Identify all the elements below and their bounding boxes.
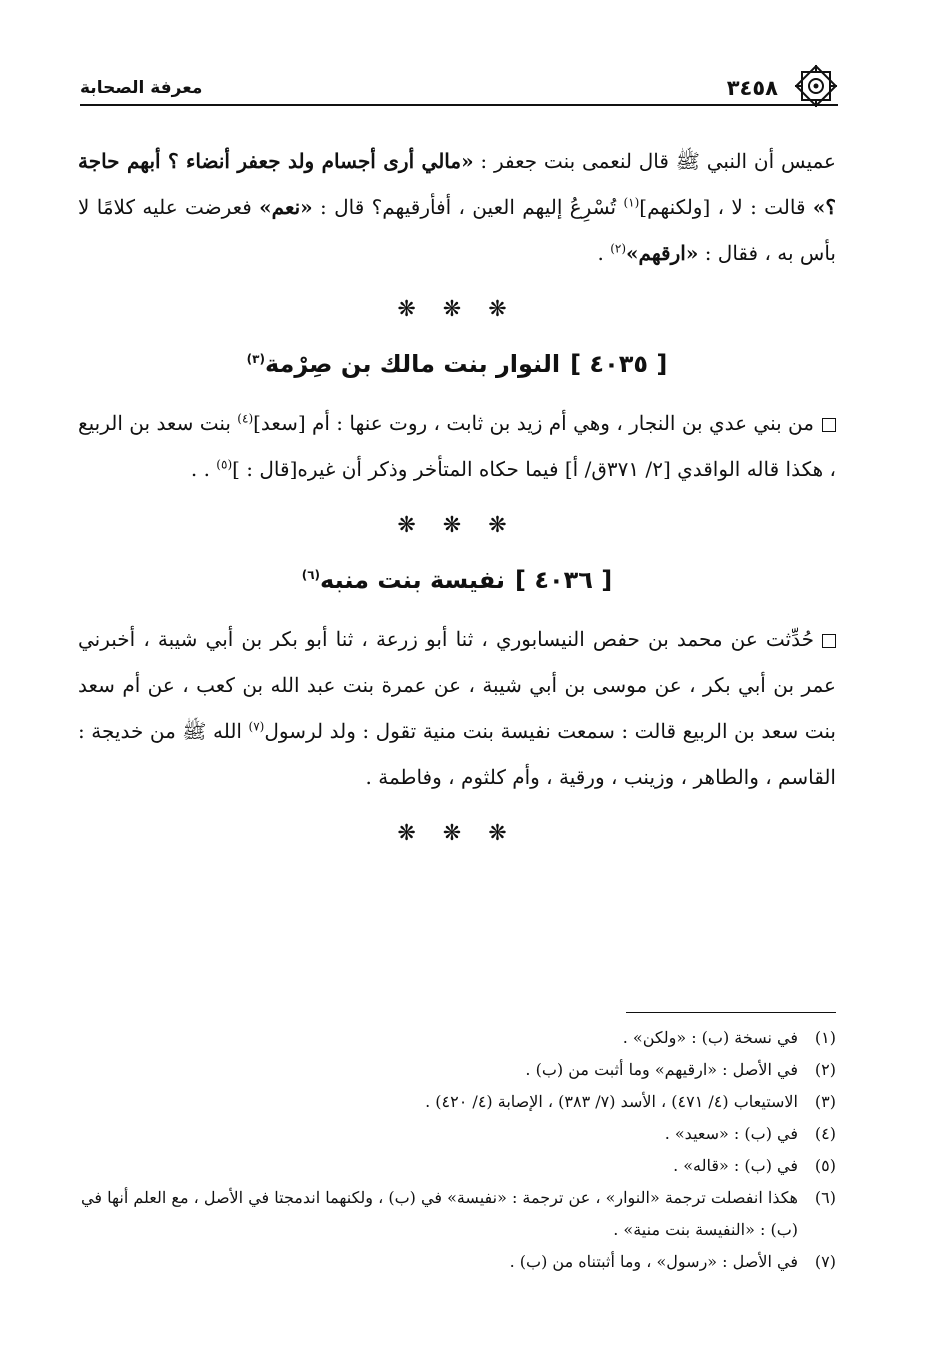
- footnote-number: (٢): [814, 1060, 836, 1079]
- text-segment: .: [597, 241, 611, 265]
- footnote-text: في الأصل : «ارقيهم» وما أثبت من (ب) .: [525, 1060, 798, 1079]
- text-segment: قالت : لا ، [ولكنهم]: [639, 195, 813, 219]
- footnote-number: (٣): [814, 1092, 836, 1111]
- footnote-text: في الأصل : «رسول» ، وما أثبتناه من (ب) .: [509, 1252, 798, 1271]
- text-segment: حُدِّثت عن محمد بن حفص النيسابوري ، ثنا أبو زرعة ، ثنا أبو بكر بن أبي شيبة ، أخبرني عمر بن أبي بكر ، عن موسى بن أبي شيبة ، عن عمرة بنت عبد الله بن كعب ، عن أم سعد بنت سعد بن الربيع قالت : سمعت نفيسة بنت منية تقول : ولد لرسول: [78, 627, 836, 743]
- entry-title: النوار بنت مالك بن صِرْمة: [264, 350, 561, 378]
- footnote-divider: [626, 1012, 836, 1013]
- text-segment: فعرضت عليه كلامًا لا بأس به ، فقال :: [78, 195, 836, 265]
- footnote-number: (٦): [814, 1188, 836, 1207]
- text-segment: بنت سعد بن الربيع ، هكذا قاله الواقدي [٢/ ٣٧١ق/ أ] فيما حكاه المتأخر وذكر أن غيره[قال : ]: [78, 411, 836, 481]
- footnotes: [70, 1022, 836, 1278]
- entry-title: نفيسة بنت منبه: [320, 566, 506, 594]
- entry-heading-4035: [78, 342, 836, 386]
- footnote-number: (١): [814, 1028, 836, 1047]
- page-header: [80, 64, 838, 106]
- entry-number: [ ٤٠٣٥ ]: [570, 350, 668, 378]
- prophetic-quote: «مالي أرى أجسام ولد جعفر أنضاء ؟ أبهم حاجة ؟»: [78, 149, 836, 219]
- footnote-ref[interactable]: (٢): [610, 241, 627, 256]
- footnote-number: (٤): [814, 1124, 836, 1143]
- footnote-ref[interactable]: (٤): [237, 411, 254, 426]
- book-title: معرفة الصحابة: [80, 78, 203, 98]
- page-content: [78, 138, 836, 866]
- entry-4035-paragraph: [78, 400, 836, 492]
- footnote-item: [70, 1246, 836, 1278]
- text-segment: من بني عدي بن النجار ، وهي أم زيد بن ثابت ، روت عنها : أم [سعد]: [253, 411, 814, 435]
- footnote-item: [70, 1054, 836, 1086]
- section-separator: ❋ ❋ ❋: [397, 821, 517, 846]
- paragraph-marker-icon: [822, 418, 836, 432]
- entry-heading-4036: [78, 558, 836, 602]
- prophetic-quote: «ارقهم»: [626, 241, 699, 265]
- footnote-item: [70, 1118, 836, 1150]
- footnote-ref[interactable]: (١): [623, 195, 640, 210]
- page-number: ٣٤٥٨: [726, 76, 778, 100]
- footnote-text: هكذا انفصلت ترجمة «النوار» ، عن ترجمة : «نفيسة» في (ب) ، ولكنهما اندمجتا في الأصل ، مع العلم أنها في (ب) : «النفيسة بنت منية» .: [81, 1188, 798, 1239]
- footnote-text: في نسخة (ب) : «ولكن» .: [622, 1028, 798, 1047]
- footnote-item: [70, 1182, 836, 1246]
- intro-paragraph: [78, 138, 836, 276]
- text-segment: الله ﷺ من خديجة : القاسم ، والطاهر ، وزينب ، ورقية ، وأم كلثوم ، وفاطمة .: [78, 719, 836, 789]
- footnote-number: (٥): [814, 1156, 836, 1175]
- footnote-item: [70, 1086, 836, 1118]
- footnote-item: [70, 1022, 836, 1054]
- text-segment: . .: [190, 457, 217, 481]
- entry-number: [ ٤٠٣٦ ]: [515, 566, 613, 594]
- text-segment: تُسْرِعُ إليهم العين ، أفأرقيهم؟ قال :: [312, 195, 624, 219]
- footnote-text: في (ب) : «سعيد» .: [664, 1124, 798, 1143]
- entry-4036-paragraph: [78, 616, 836, 800]
- section-separator: ❋ ❋ ❋: [397, 297, 517, 322]
- section-separator: ❋ ❋ ❋: [397, 513, 517, 538]
- footnote-item: [70, 1150, 836, 1182]
- footnote-number: (٧): [814, 1252, 836, 1271]
- footnote-ref[interactable]: (٦): [301, 568, 321, 582]
- paragraph-marker-icon: [822, 634, 836, 648]
- footnote-ref[interactable]: (٥): [216, 457, 233, 472]
- text-segment: عميس أن النبي ﷺ قال لنعمى بنت جعفر :: [473, 149, 836, 173]
- footnote-text: في (ب) : «قاله» .: [673, 1156, 798, 1175]
- prophetic-quote: «نعم»: [259, 195, 313, 219]
- footnote-ref[interactable]: (٣): [246, 352, 265, 366]
- footnote-ref[interactable]: (٧): [248, 719, 265, 734]
- footnote-text: الاستيعاب (٤/ ٤٧١) ، الأسد (٧/ ٣٨٣) ، الإصابة (٤/ ٤٢٠) .: [425, 1092, 798, 1111]
